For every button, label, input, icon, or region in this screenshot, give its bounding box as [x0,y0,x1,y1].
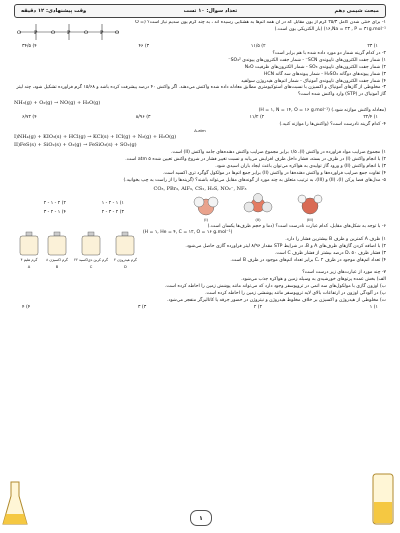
question-7 [14,270,386,311]
statement: پ) در آلودگی اوزون در ارتفاعات بالای لایه تروپوسفر مانند پوششی زمین را احاطه کرده است. [205,291,386,297]
question-5-text: ۵- مدل‌های فضا پرکن (I)، (II) و (III)، به ترتیب متعلق به چند مورد از گونه‌های مقابل می‌تواند باشند؟ (گزینه‌ها را از راست به چپ بخوانید.) [123,177,386,183]
option[interactable]: ۴) ۳۴/۵ [22,44,37,49]
option[interactable]: ۱) مجموع ضرایب مواد فراورده در واکنش (I)، ۱/۵ برابر مجموع ضرایب واکنش دهنده‌های جامد واکنش (II) است. [170,149,386,155]
question-5-species: CO₃, PBr₃, AlF₃, CS₂, H₂S, NO₂⁻, NF₃ [153,185,247,192]
question-2-text: ۲- در کدام گزینه شمار دو مورد داده شده با هم برابر است؟ [272,50,386,56]
atom-label: O [115,30,120,36]
atom-label: P [100,30,104,36]
exam-content [14,20,386,512]
flask-icon [46,231,68,257]
option[interactable]: ۳) شمار پیوندهای دوگانه H₂SO₄ - شمار پیوندهای سه گانه HCN [263,71,386,77]
option[interactable]: ۱) شمار جفت الکترون‌های ناپیوندی SCN⁻ - شمار جفت الکترون‌های پیوندی SO₄²⁻ [228,57,386,63]
statement: ب) اوزون گازی با مولکول‌های سه اتمی در تروپوسفر وجود دارد که می‌تواند مانند پوشش زمین را احاطه کرده است. [164,284,386,290]
page-number: ۱ [190,510,212,526]
question-4 [14,122,386,178]
option[interactable]: ۲) ۲ - ۱ - ۲ [43,200,66,206]
atom-label: P [34,30,38,36]
model-iii [295,193,325,224]
model-i [191,193,221,224]
option[interactable]: ۱) ۱ - ۲ - ۱ [101,200,124,206]
flask-content: ۲۲ گرم کربن دی‌اکسید [74,257,108,262]
question-3 [14,85,386,122]
beaker-icon [370,470,396,528]
option[interactable]: ۱) ۲۲/۴ [363,115,378,121]
phosphate-chain-diagram [14,20,124,44]
option[interactable]: ۴) شمار جفت الکترون‌های ناپیوندی آمونیاک - شمار اتم‌های هیدروژن سولفید [241,78,386,84]
flask-c [74,231,108,271]
atom-label: P [67,30,71,36]
question-2 [14,51,386,86]
question-4-text: ۴- کدام گزینه نادرست است؟ (واکنش‌ها را موازنه کنید.) [279,122,386,128]
option[interactable]: ۳) فشار ظرف D، ۵۰ درصد بیشتر از فشار ظرف C است. [274,251,386,257]
option[interactable]: ۴) تعداد اتم‌های موجود در ظرف C، ۲ برابر تعداد اتم‌های موجود در ظرف B است. [230,258,386,264]
option[interactable]: ۲) ۱۱/۵ [250,44,266,49]
space-filling-models [130,194,386,224]
option[interactable]: ۱) ظرف A کمترین و ظرف B بیشترین فشار را دارد. [285,237,386,243]
option[interactable]: ۳) ۴۶ [138,44,150,49]
question-7-options [14,305,386,312]
model-iii-icon [295,193,325,217]
question-3-equation: NH₃(g) + O₂(g) → NO(g) + H₂O(g) [14,100,101,107]
reaction-equation-1: I)NH₄(g) + KIO₃(s) + HCl(g) → KCl(s) + ICl(g) + N₂(g) + H₂O(g) [14,133,177,140]
model-i-icon [191,193,221,217]
question-3-text: ۳- مخلوطی از گازهای آمونیاک و اکسیژن با نسبت‌های استوکیومتری مطابق معادله داده شده واکنش می‌دهند. اگر واکنش ۴۰ درصد پیشرفت کرده باشد و ۱۵/۶۸ گرم فراورده تشکیل شود، چند لیتر گاز آمونیاک در (STP) وارد واکنش شده است؟ [16,85,386,98]
atom-label: O [17,30,22,36]
option[interactable]: ۲) با انجام واکنش (I) در ظرف در بسته، فشار داخل ظرف افزایش می‌یابد و نسبت تغییر فشار در شروع واکنش تعیین شده atm ۵ است. [125,156,386,162]
option[interactable]: ۲) با اضافه کردن گازهای ظرف‌های A و B، در شرایط STP مقدار ۸/۹۶ لیتر فراورده گازی حاصل می‌شود. [185,244,386,250]
option[interactable]: ۲) ۱۱/۲ [249,115,265,121]
flask-b [46,231,68,271]
flask-id: D [123,264,127,269]
flask-content: ۴ گرم هلیم [20,257,38,262]
header-subject: مبحث شیمی دهم [334,8,379,14]
question-6-note: (H = ۱, He = ۴, C = ۱۲, O = ۱۶ g.mol⁻¹) [142,230,233,236]
statement: ت) مخلوطی از هیدروژن و اکسیژن بر خلاف مخلوط هیدروژن و نیتروژن در حضور جرقه یا کاتالیزگر منفجر می‌شود. [167,298,386,304]
question-1-text: ۱- برای خنثی شدن کامل ۲۵/۳ گرم از یون مقابل که در آن همه اتم‌ها به هشتایی رسیده اند ، به چند گرم یون سدیم نیاز است؟ (O = ۱۶,Na = ۲۳ , P = ۳۱g.mol⁻¹) (بار الکتریکی یون است.) [135,20,386,32]
option[interactable]: ۲) شمار جفت الکترون‌های ناپیوندی SO₃ - شمار الکترون‌های ظرفیت N₂O [244,64,386,70]
flask-id: A [27,264,31,269]
header-time: وقت پیشنهادی: ۱۲ دقیقه [21,8,87,14]
question-7-text: ۷- چند مورد از عبارت‌های زیر درست است؟ [302,270,386,276]
flask-icon [114,231,136,257]
option[interactable]: ۳) با انجام واکنش (II) و ورود گاز تولیدی به هواکره می‌توان باعث ایجاد باران اسیدی شود. [215,163,386,169]
option[interactable]: ۳) ۲ - ۳ - ۲ [101,209,124,215]
flask-d [114,231,137,271]
question-1-options [14,44,386,51]
flask-icon [18,231,40,257]
atom-label: O [84,30,89,36]
atom-label: O [51,30,56,36]
header-question-count: تعداد سوال: ۱۰ تست [183,8,238,14]
option[interactable]: ۴) ۴ [22,304,31,310]
flask-content: ۸ گرم اکسیژن [46,257,68,262]
question-6-text: ۶- با توجه به شکل‌های مقابل، کدام عبارت نادرست است؟ (دما و حجم ظرف‌ها یکسان است.) [207,223,386,229]
erlenmeyer-flask-icon [2,480,28,528]
flask-icon [80,231,102,257]
question-1 [14,20,386,51]
question-3-note: (معادله واکنش موازنه شود.) (H = ۱, N = ۱۴, O = ۱۶ g.mol⁻¹) [258,108,386,114]
model-ii-icon [243,193,273,217]
option[interactable]: ۴) ۶/۷۲ [22,115,37,121]
question-6 [14,224,386,271]
reaction-equation-2: II)FeS(s) + SiO₂(s) + O₂(g) → FeSiO₃(s) + SO₂(g) [14,141,137,148]
model-label: (III) [306,216,314,222]
model-label: (I) [203,216,209,222]
flask-content: ۴ گرم هیدروژن [113,257,137,262]
option[interactable]: ۳) ۳ [137,304,147,310]
question-5-options [14,194,124,224]
question-5 [14,178,386,224]
flask-id: B [55,264,59,269]
flask-id: C [89,264,93,269]
model-ii [243,193,273,224]
statement: الف) بخش عمده پرتوهای خورشیدی به وسیله زمین و هواکره جذب می‌شود. [241,277,386,283]
flask-a [18,231,40,271]
phosphate-chain-svg [14,21,124,43]
option[interactable]: ۴) ۱ - ۲ - ۳ [43,209,66,215]
option[interactable]: ۱) ۱ [369,304,378,310]
option[interactable]: ۳) ۸/۹۶ [135,115,151,121]
option[interactable]: ۴) تفاوت جمع ضرایب فراورده‌ها و واکنش دهنده‌ها در واکنش (II) برابر جمع اتم‌ها در مولکول گوگرد تری اکسید است. [162,170,386,176]
gas-flasks [14,230,137,270]
reaction-condition: Δ-atm [194,127,206,133]
model-label: (II) [255,216,261,222]
option[interactable]: ۲) ۲ [253,304,263,310]
exam-header [14,4,386,18]
option[interactable]: ۱) ۲۳ [367,44,378,49]
